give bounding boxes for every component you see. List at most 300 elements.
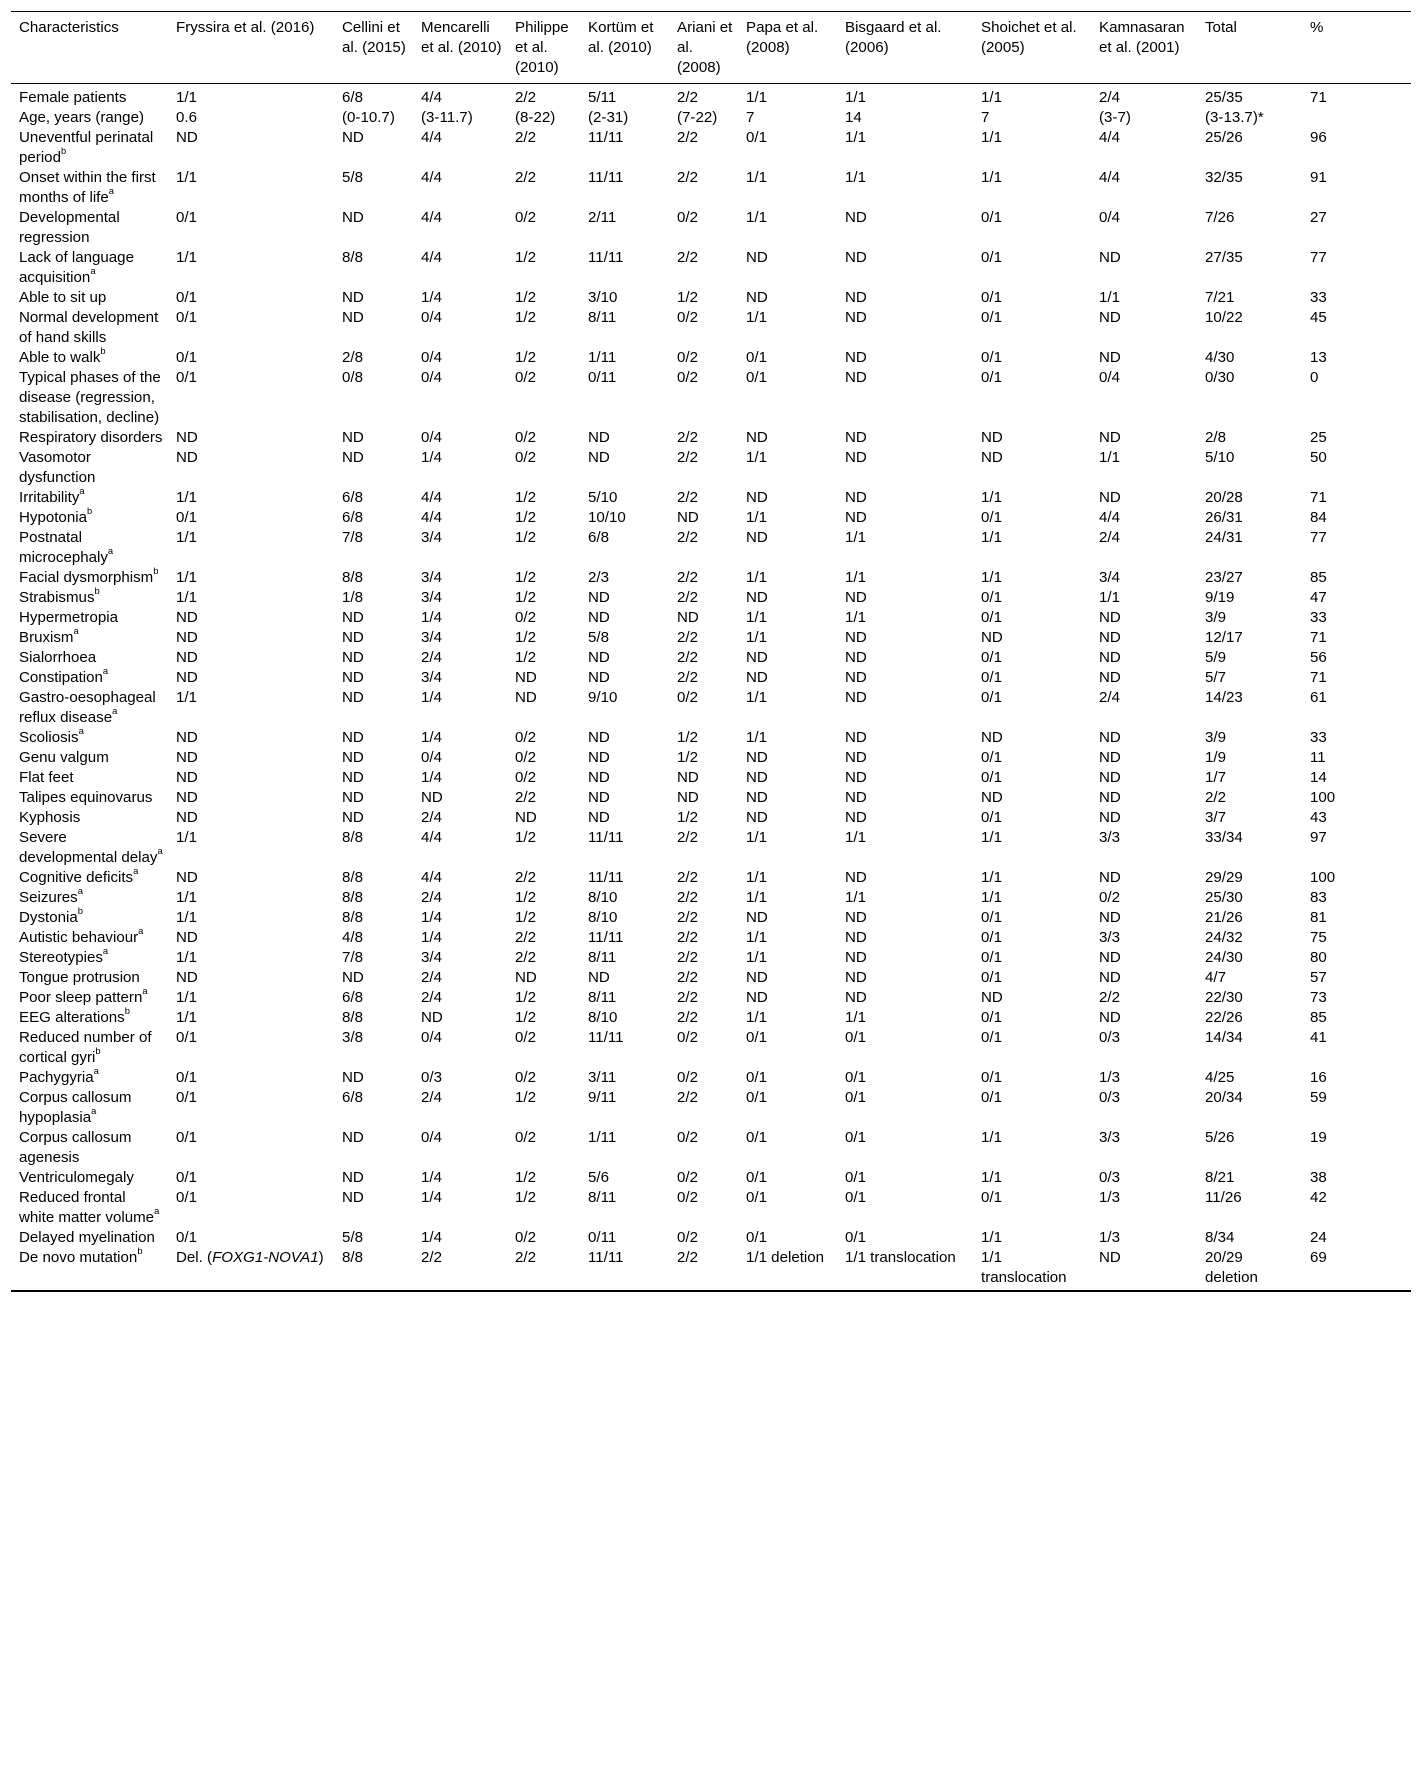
- table-cell: 1/1: [746, 169, 767, 186]
- table-cell: ND: [746, 789, 768, 806]
- table-row: [11, 928, 1411, 948]
- table-cell: 0/1: [746, 349, 767, 366]
- table-cell: ND: [1099, 629, 1121, 646]
- table-cell: ND: [176, 729, 198, 746]
- table-cell: 2/11: [588, 209, 617, 226]
- table-cell: 71: [1310, 89, 1327, 106]
- table-cell: ND: [588, 589, 610, 606]
- table-cell: 1/4: [421, 1169, 442, 1186]
- table-cell: 10/10: [588, 509, 626, 526]
- table-cell: 0/1: [981, 969, 1002, 986]
- table-cell: 71: [1310, 489, 1327, 506]
- table-cell: 1/2: [515, 289, 536, 306]
- row-label-cell: [11, 668, 168, 688]
- table-cell: 47: [1310, 589, 1327, 606]
- table-cell: ND: [981, 989, 1003, 1006]
- table-cell: 0/1: [981, 929, 1002, 946]
- table-cell: ND: [176, 449, 198, 466]
- table-cell: 27: [1310, 209, 1327, 226]
- table-cell: 9/19: [1205, 589, 1235, 606]
- table-cell: 0/1: [746, 129, 767, 146]
- table-cell: 6/8: [342, 1089, 363, 1106]
- table-cell: 21/26: [1205, 909, 1243, 926]
- table-cell: ND: [845, 309, 867, 326]
- table-cell: ND: [421, 1009, 443, 1026]
- table-cell: 1/2: [515, 909, 536, 926]
- table-cell: ND: [845, 589, 867, 606]
- table-cell: ND: [746, 669, 768, 686]
- row-label-cell: [11, 608, 168, 628]
- table-cell: 2/4: [421, 1089, 442, 1106]
- table-body: [11, 84, 1411, 1292]
- table-cell: 8/11: [588, 989, 617, 1006]
- table-cell: 1/2: [515, 509, 536, 526]
- table-cell: 2/2: [1205, 789, 1226, 806]
- table-cell: ND: [342, 649, 364, 666]
- table-cell: 1/1: [176, 589, 197, 606]
- table-cell: 1/1: [981, 489, 1002, 506]
- table-cell: ND: [342, 289, 364, 306]
- table-cell: 59: [1310, 1089, 1327, 1106]
- footnote-marker: b: [124, 1006, 130, 1017]
- table-cell: 1/1: [746, 889, 767, 906]
- table-cell: 3/4: [421, 529, 442, 546]
- row-label: Respiratory disorders: [19, 429, 163, 446]
- table-cell: 23/27: [1205, 569, 1243, 586]
- table-cell: 8/11: [588, 309, 617, 326]
- row-label-cell: [11, 448, 168, 488]
- table-row: [11, 1128, 1411, 1168]
- table-cell: 2/2: [515, 949, 536, 966]
- table-cell: 2/2: [677, 589, 698, 606]
- table-cell: ND: [1099, 1249, 1121, 1266]
- table-cell: 0/1: [845, 1029, 866, 1046]
- table-cell: 80: [1310, 949, 1327, 966]
- row-label-cell: [11, 84, 168, 109]
- table-cell: 0/2: [515, 449, 536, 466]
- table-cell: 2/4: [1099, 89, 1120, 106]
- row-label-cell: [11, 208, 168, 248]
- table-cell: 1/1: [981, 129, 1002, 146]
- row-label: Pachygyria: [19, 1069, 94, 1086]
- table-cell: 1/1: [746, 949, 767, 966]
- row-label: Lack of language acquisition: [19, 249, 134, 286]
- table-cell: 0/4: [421, 1029, 442, 1046]
- table-cell: 4/7: [1205, 969, 1226, 986]
- row-label-cell: [11, 648, 168, 668]
- table-cell: 71: [1310, 669, 1327, 686]
- table-cell: 0/1: [176, 209, 197, 226]
- table-cell: 1/1: [746, 829, 767, 846]
- table-cell: 0/11: [588, 1229, 617, 1246]
- footnote-marker: a: [157, 846, 163, 857]
- table-cell: 1/1: [746, 629, 767, 646]
- table-cell: ND: [845, 949, 867, 966]
- table-cell: ND: [981, 629, 1003, 646]
- table-row: [11, 508, 1411, 528]
- table-cell: 1/1: [176, 169, 197, 186]
- table-row: [11, 368, 1411, 428]
- table-cell: 1/1: [176, 989, 197, 1006]
- row-label-cell: [11, 748, 168, 768]
- table-cell: 0/1: [176, 509, 197, 526]
- table-row: [11, 908, 1411, 928]
- footnote-marker: a: [133, 866, 139, 877]
- table-cell: ND: [515, 669, 537, 686]
- table-cell: 1/2: [515, 649, 536, 666]
- table-cell: (3-11.7): [421, 109, 473, 126]
- table-cell: 0/2: [677, 1129, 698, 1146]
- table-cell: 0/1: [176, 369, 197, 386]
- table-cell: 1/1: [845, 1009, 866, 1026]
- table-cell: 6/8: [588, 529, 609, 546]
- table-cell: 0/1: [981, 589, 1002, 606]
- table-row: [11, 728, 1411, 748]
- table-cell: ND: [845, 809, 867, 826]
- row-label-cell: [11, 1128, 168, 1168]
- table-cell: 1/1: [981, 529, 1002, 546]
- row-label-cell: [11, 428, 168, 448]
- row-label: Hypotonia: [19, 509, 87, 526]
- table-cell: 1/1: [981, 1169, 1002, 1186]
- table-cell: ND: [1099, 309, 1121, 326]
- footnote-marker: a: [142, 986, 148, 997]
- table-cell: ND: [342, 1169, 364, 1186]
- table-row: [11, 688, 1411, 728]
- table-cell: 1/1: [845, 569, 866, 586]
- table-cell: ND: [845, 769, 867, 786]
- table-cell: ND: [588, 649, 610, 666]
- table-cell: ND: [845, 209, 867, 226]
- table-cell: 61: [1310, 689, 1327, 706]
- table-cell: 0/2: [515, 369, 536, 386]
- table-cell: 11/11: [588, 929, 624, 946]
- table-cell: 1/1: [746, 729, 767, 746]
- table-cell: 1/1: [981, 889, 1002, 906]
- table-cell: ND: [845, 669, 867, 686]
- table-cell: ND: [342, 429, 364, 446]
- table-cell: 97: [1310, 829, 1327, 846]
- table-cell: 11/11: [588, 249, 624, 266]
- row-label: Dystonia: [19, 909, 78, 926]
- table-cell: 4/4: [421, 829, 442, 846]
- table-cell: 24/31: [1205, 529, 1243, 546]
- table-cell: 4/25: [1205, 1069, 1235, 1086]
- table-cell: 14/34: [1205, 1029, 1243, 1046]
- header-characteristics: Characteristics: [11, 12, 168, 84]
- row-label: Postnatal microcephaly: [19, 529, 108, 566]
- table-row: [11, 168, 1411, 208]
- table-cell: 0/4: [421, 309, 442, 326]
- table-cell: 4/4: [421, 169, 442, 186]
- table-cell: 0/4: [421, 749, 442, 766]
- table-cell: 77: [1310, 249, 1327, 266]
- table-cell: 2/4: [421, 889, 442, 906]
- table-cell: ND: [342, 309, 364, 326]
- table-cell: 1/2: [515, 889, 536, 906]
- table-cell: 1/1 deletion: [746, 1249, 825, 1266]
- table-cell: 0/2: [677, 1189, 698, 1206]
- table-cell: 2/2: [677, 569, 698, 586]
- table-cell: ND: [845, 969, 867, 986]
- table-cell: 1/1: [176, 829, 197, 846]
- table-row: [11, 568, 1411, 588]
- row-label-cell: [11, 528, 168, 568]
- table-cell: (3-7): [1099, 109, 1131, 126]
- table-cell: 1/2: [515, 489, 536, 506]
- table-cell: 0/1: [746, 1069, 767, 1086]
- table-cell: 3/3: [1099, 929, 1120, 946]
- table-cell: 1/1: [746, 1009, 767, 1026]
- table-cell: 4/4: [421, 869, 442, 886]
- table-cell: 5/8: [588, 629, 609, 646]
- table-cell: 1/4: [421, 1189, 442, 1206]
- table-cell: ND: [746, 649, 768, 666]
- footnote-marker: a: [79, 486, 85, 497]
- table-cell: ND: [845, 869, 867, 886]
- table-cell: 1/1: [176, 489, 197, 506]
- table-cell: 0/11: [588, 369, 617, 386]
- table-row: [11, 968, 1411, 988]
- table-cell: ND: [342, 129, 364, 146]
- table-cell: 0/1: [845, 1169, 866, 1186]
- table-cell: ND: [845, 989, 867, 1006]
- table-cell: 0/2: [677, 349, 698, 366]
- table-cell: 0/1: [176, 349, 197, 366]
- table-cell: ND: [677, 509, 699, 526]
- table-row: [11, 208, 1411, 248]
- table-cell: 4/4: [1099, 169, 1120, 186]
- table-cell: 2/2: [677, 969, 698, 986]
- table-cell: 0/1: [981, 509, 1002, 526]
- table-cell: 0/1: [981, 309, 1002, 326]
- table-cell: ND: [746, 429, 768, 446]
- table-cell: ND: [746, 969, 768, 986]
- table-cell: 0/1: [981, 669, 1002, 686]
- table-cell: 0/1: [981, 749, 1002, 766]
- table-cell: 8/10: [588, 889, 618, 906]
- table-cell: 2/2: [677, 1249, 698, 1266]
- table-cell: 3/4: [421, 569, 442, 586]
- row-label: Stereotypies: [19, 949, 103, 966]
- table-cell: 2/4: [421, 649, 442, 666]
- footnote-marker: b: [137, 1246, 143, 1257]
- table-cell: 14: [845, 109, 862, 126]
- row-label: Corpus callosum hypoplasia: [19, 1089, 132, 1126]
- table-cell: 0/1: [981, 289, 1002, 306]
- row-label: Bruxism: [19, 629, 74, 646]
- table-cell: 1/2: [515, 589, 536, 606]
- footnote-marker: a: [107, 546, 114, 557]
- table-cell: 0/1: [981, 369, 1002, 386]
- table-row: [11, 628, 1411, 648]
- table-cell: 1/3: [1099, 1229, 1120, 1246]
- table-cell: 2/2: [677, 629, 698, 646]
- table-cell: 2/2: [677, 929, 698, 946]
- table-cell: ND: [845, 689, 867, 706]
- table-cell: 7: [981, 109, 990, 126]
- table-cell: (0-10.7): [342, 109, 395, 126]
- table-cell: 0/1: [981, 1069, 1002, 1086]
- table-cell: 2/4: [1099, 689, 1120, 706]
- table-cell: 1/1: [981, 869, 1002, 886]
- table-cell: 29/29: [1205, 869, 1243, 886]
- table-cell: 100: [1310, 869, 1336, 886]
- table-cell: 2/2: [677, 869, 698, 886]
- table-cell: 3/4: [421, 669, 442, 686]
- table-cell: 0/1: [845, 1069, 866, 1086]
- table-cell: 3/3: [1099, 1129, 1120, 1146]
- table-cell: 0/1: [981, 949, 1002, 966]
- table-cell: 1/3: [1099, 1189, 1120, 1206]
- table-row: [11, 868, 1411, 888]
- table-cell: 0/1: [981, 909, 1002, 926]
- table-cell: 0.6: [176, 109, 197, 126]
- table-cell: 0/2: [677, 1229, 698, 1246]
- table-cell: ND: [342, 629, 364, 646]
- row-label: Talipes equinovarus: [19, 789, 153, 806]
- table-cell: 1/1: [176, 569, 197, 586]
- table-cell: ND: [515, 969, 537, 986]
- table-cell: 1/1: [176, 889, 197, 906]
- table-cell: 8/11: [588, 1189, 617, 1206]
- table-cell: 45: [1310, 309, 1327, 326]
- table-cell: ND: [1099, 769, 1121, 786]
- row-label-cell: [11, 868, 168, 888]
- table-cell: ND: [342, 969, 364, 986]
- table-cell: ND: [1099, 1009, 1121, 1026]
- table-cell: 0/1: [746, 1229, 767, 1246]
- row-label: Scoliosis: [19, 729, 79, 746]
- footnote-marker: a: [108, 186, 114, 197]
- table-cell: 2/2: [677, 169, 698, 186]
- row-label-cell: [11, 108, 168, 128]
- header-total: Total: [1197, 12, 1302, 84]
- table-cell: 2/2: [677, 949, 698, 966]
- table-cell: 20/28: [1205, 489, 1243, 506]
- table-cell: 0/1: [981, 769, 1002, 786]
- table-cell: 1/1: [981, 169, 1002, 186]
- table-cell: 2/2: [515, 1249, 536, 1266]
- table-cell: 1/1 translocation: [845, 1249, 956, 1266]
- table-cell: 1/1: [746, 209, 767, 226]
- table-cell: 1/4: [421, 289, 442, 306]
- table-cell: 0/1: [176, 1229, 197, 1246]
- table-cell: ND: [746, 589, 768, 606]
- table-cell: 5/11: [588, 89, 617, 106]
- table-cell: 0/2: [677, 369, 698, 386]
- table-row: [11, 348, 1411, 368]
- table-cell: 0/2: [515, 1129, 536, 1146]
- table-cell: 5/9: [1205, 649, 1226, 666]
- row-label-cell: [11, 1188, 168, 1228]
- characteristics-table-container: [11, 11, 1411, 1292]
- table-row: [11, 788, 1411, 808]
- row-label: Facial dysmorphism: [19, 569, 154, 586]
- table-cell: 2/8: [342, 349, 363, 366]
- table-cell: 24: [1310, 1229, 1327, 1246]
- table-cell: 1/11: [588, 349, 617, 366]
- footnote-marker: a: [73, 626, 79, 637]
- table-cell: ND: [845, 249, 867, 266]
- table-cell: 33: [1310, 609, 1327, 626]
- table-row: [11, 808, 1411, 828]
- table-cell: 25/30: [1205, 889, 1243, 906]
- row-label: Able to sit up: [19, 289, 107, 306]
- footnote-marker: a: [77, 886, 83, 897]
- row-label: Seizures: [19, 889, 78, 906]
- table-cell: 1/2: [515, 1169, 536, 1186]
- table-cell: 69: [1310, 1249, 1327, 1266]
- table-cell: 1/2: [515, 629, 536, 646]
- table-cell: 7: [746, 109, 755, 126]
- table-cell: 20/29 deletion: [1205, 1249, 1258, 1286]
- table-cell: 4/30: [1205, 349, 1235, 366]
- table-cell: 10/22: [1205, 309, 1243, 326]
- table-cell: 0/1: [845, 1229, 866, 1246]
- row-label: Vasomotor dysfunction: [19, 449, 96, 486]
- table-cell: 11/26: [1205, 1189, 1242, 1206]
- row-label-cell: [11, 1168, 168, 1188]
- table-cell: 1/2: [515, 309, 536, 326]
- table-cell: 25: [1310, 429, 1327, 446]
- header-kortum: Kortüm et al. (2010): [580, 12, 669, 84]
- table-cell: 0/2: [515, 429, 536, 446]
- table-cell: 14/23: [1205, 689, 1243, 706]
- table-cell: 1/2: [515, 1009, 536, 1026]
- table-cell: 1/4: [421, 929, 442, 946]
- table-cell: ND: [981, 429, 1003, 446]
- row-label: Kyphosis: [19, 809, 81, 826]
- table-cell: 1/7: [1205, 769, 1226, 786]
- table-cell: 8/8: [342, 1249, 363, 1266]
- table-cell: 20/34: [1205, 1089, 1243, 1106]
- row-label-cell: [11, 1028, 168, 1068]
- footnote-marker: a: [90, 266, 96, 277]
- row-label-cell: [11, 308, 168, 348]
- row-label: Delayed myelination: [19, 1229, 155, 1246]
- characteristics-table: [11, 11, 1411, 1292]
- table-cell: 8/8: [342, 1009, 363, 1026]
- table-cell: 11/11: [588, 869, 624, 886]
- table-cell: 2/2: [677, 449, 698, 466]
- table-cell: 81: [1310, 909, 1327, 926]
- table-cell: 0/3: [1099, 1029, 1120, 1046]
- table-cell: ND: [588, 809, 610, 826]
- table-row: [11, 84, 1411, 109]
- table-cell: 5/8: [342, 1229, 363, 1246]
- header-bisgaard: Bisgaard et al. (2006): [837, 12, 973, 84]
- table-row: [11, 588, 1411, 608]
- header-papa: Papa et al. (2008): [738, 12, 837, 84]
- table-cell: 1/4: [421, 769, 442, 786]
- table-cell: 1/1: [176, 529, 197, 546]
- table-cell: 2/2: [677, 889, 698, 906]
- table-cell: 1/2: [677, 749, 698, 766]
- table-cell: 9/11: [588, 1089, 617, 1106]
- table-cell: 1/4: [421, 689, 442, 706]
- table-cell: 0/8: [342, 369, 363, 386]
- table-cell: 33: [1310, 289, 1327, 306]
- table-cell: 4/4: [421, 89, 442, 106]
- table-cell: 8/8: [342, 869, 363, 886]
- table-row: [11, 1028, 1411, 1068]
- footnote-marker: b: [60, 146, 67, 157]
- table-cell: 2/2: [515, 789, 536, 806]
- table-cell: 22/26: [1205, 1009, 1243, 1026]
- header-cellini: Cellini et al. (2015): [334, 12, 413, 84]
- table-cell: 0/1: [981, 209, 1002, 226]
